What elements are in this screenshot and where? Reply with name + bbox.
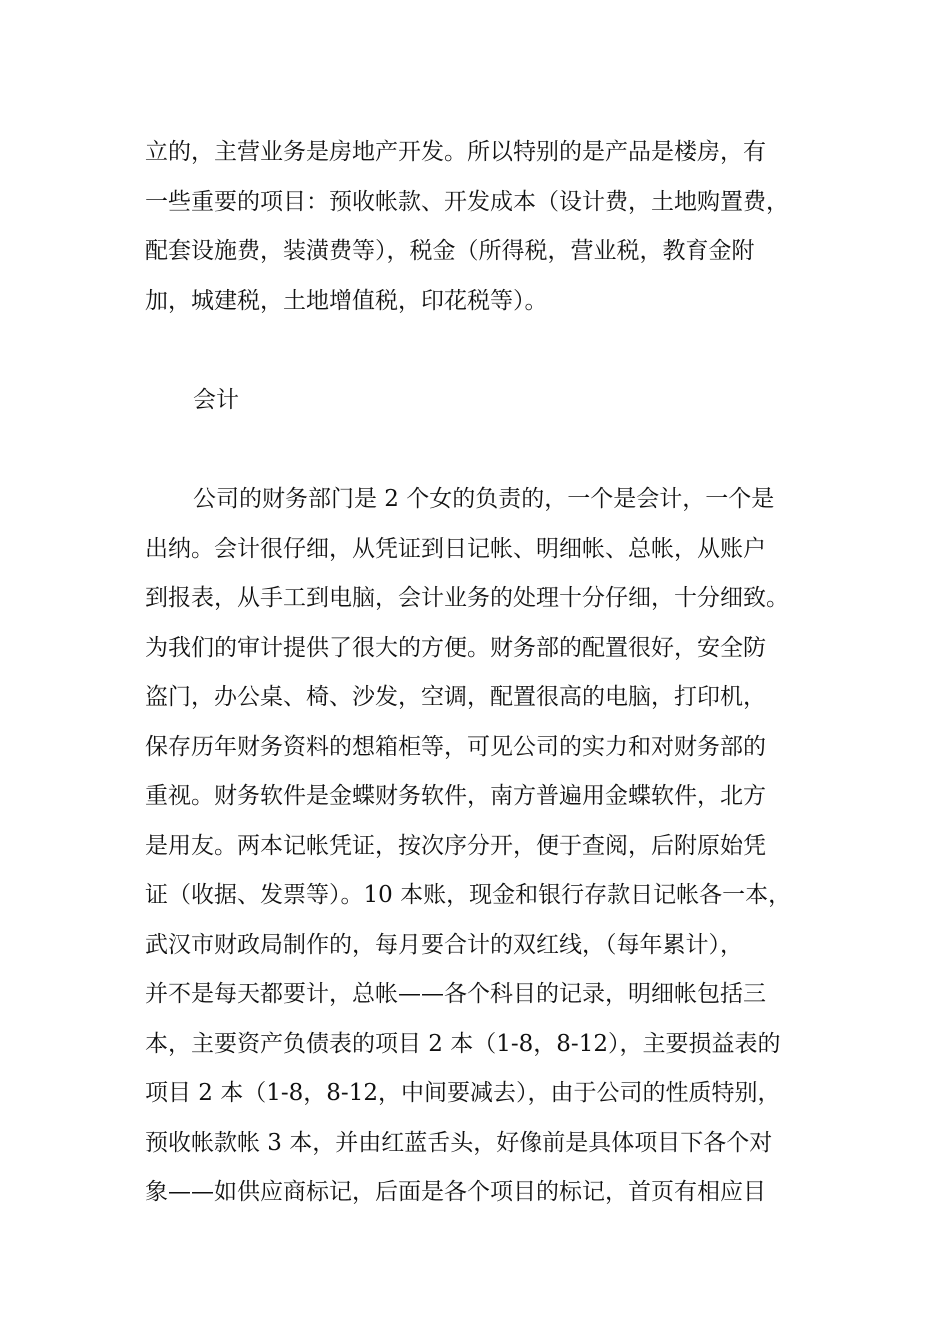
paragraph-2-line-5: 盗门，办公桌、椅、沙发，空调，配置很高的电脑，打印机， [145, 684, 766, 710]
paragraph-2-line-9: 证（收据、发票等）。10 本账，现金和银行存款日记帐各一本， [145, 882, 792, 908]
paragraph-2-line-4: 为我们的审计提供了很大的方便。财务部的配置很好，安全防 [145, 635, 766, 661]
paragraph-2-line-3: 到报表，从手工到电脑，会计业务的处理十分仔细，十分细致。 [145, 585, 789, 611]
paragraph-2-line-10: 武汉市财政局制作的，每月要合计的双红线，（每年累计）， [145, 932, 743, 958]
paragraph-2-line-12: 本，主要资产负债表的项目 2 本（1-8，8-12），主要损益表的 [145, 1031, 781, 1057]
paragraph-2-line-7: 重视。财务软件是金蝶财务软件，南方普遍用金蝶软件，北方 [145, 783, 766, 809]
paragraph-2-line-15: 象——如供应商标记，后面是各个项目的标记，首页有相应目 [145, 1179, 766, 1205]
paragraph-2-line-11: 并不是每天都要计，总帐——各个科目的记录，明细帐包括三 [145, 981, 766, 1007]
paragraph-1-line-4: 加，城建税，土地增值税，印花税等）。 [145, 288, 548, 314]
paragraph-2-line-6: 保存历年财务资料的想箱柜等，可见公司的实力和对财务部的 [145, 734, 766, 760]
paragraph-1-line-1: 立的，主营业务是房地产开发。所以特别的是产品是楼房，有 [145, 139, 766, 165]
paragraph-2-line-14: 预收帐款帐 3 本，并由红蓝舌头，好像前是具体项目下各个对 [145, 1130, 773, 1156]
paragraph-1-line-2: 一些重要的项目：预收帐款、开发成本（设计费，土地购置费， [145, 189, 789, 215]
paragraph-1-line-3: 配套设施费，装潢费等），税金（所得税，营业税，教育金附 [145, 238, 755, 264]
paragraph-2-line-1: 公司的财务部门是 2 个女的负责的，一个是会计，一个是 [193, 486, 775, 512]
paragraph-2-line-8: 是用友。两本记帐凭证，按次序分开，便于查阅，后附原始凭 [145, 833, 766, 859]
section-heading: 会计 [193, 387, 239, 413]
paragraph-2-line-13: 项目 2 本（1-8，8-12，中间要减去），由于公司的性质特别， [145, 1080, 781, 1106]
paragraph-2-line-2: 出纳。会计很仔细，从凭证到日记帐、明细帐、总帐，从账户 [145, 536, 766, 562]
